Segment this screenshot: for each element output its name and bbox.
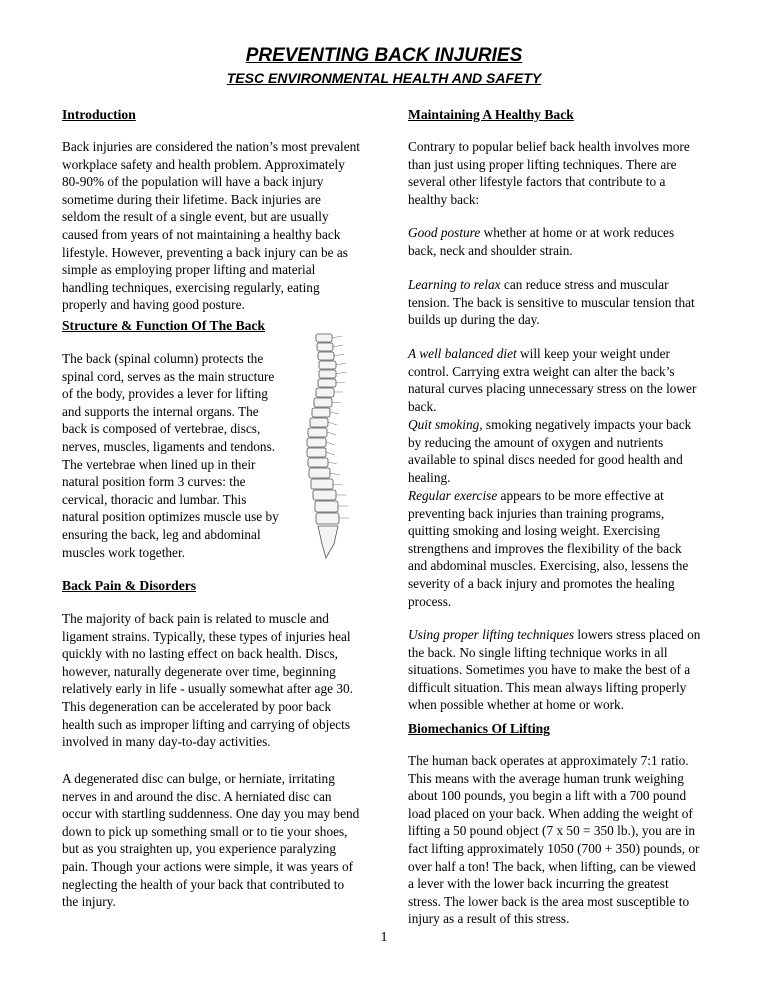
tip-term: Using proper lifting techniques: [408, 627, 575, 642]
healthy-back-intro: Contrary to popular belief back health involves more than just using proper lifting techniques. There are several other lifestyle factors that contribute to a healthy back:: [408, 139, 690, 207]
back-pain-text-2: A degenerated disc can bulge, or herniate, irritating nerves in and around the disc. A herniated disc can occur with startling suddenness. One day you may bend down to pick up something small or to tie your shoes, but as you straighten up, you experience paralyzing pain. Though your actions were simple, it was years of neglecting the health of your back that contributed to the injury.: [62, 771, 360, 910]
tip-text: lowers stress placed on the back. No single lifting technique works in all situations. Sometimes you have to make the best of a difficult situation. This mean always lifting properly when possible whether at home or work.: [408, 627, 701, 713]
tip-learning-to-relax: [408, 276, 704, 329]
structure-text: The back (spinal column) protects the spinal cord, serves as the main structure of the body, provides a lever for lifting and supports the internal organs. The back is composed of vertebrae, discs, nerves, muscles, ligaments and tendons. The vertebrae when lined up in their natural position form 3 curves: the cervical, thoracic and lumbar. This natural position optimizes muscle use by ensuring the back, leg and abdominal muscles work together.: [62, 351, 279, 560]
tip-term: Quit smoking,: [408, 417, 483, 432]
tip-term: A well balanced diet: [408, 346, 517, 361]
biomechanics-heading: Biomechanics Of Lifting: [408, 721, 550, 736]
introduction-heading: Introduction: [62, 107, 136, 122]
tip-term: Learning to relax: [408, 277, 501, 292]
page-subtitle: TESC ENVIRONMENTAL HEALTH AND SAFETY: [226, 70, 542, 86]
tip-text: whether at home or at work reduces back, neck and shoulder strain.: [408, 225, 675, 258]
tip-text: appears to be more effective at preventing back injuries than training programs, quitting smoking and losing weight. Exercising strengthens and improves the flexibility of the back and abdominal muscles. Exercising, also, lessens the severity of a back injury and promotes the healing process.: [408, 488, 689, 609]
back-pain-text-1: The majority of back pain is related to muscle and ligament strains. Typically, these types of injuries heal quickly with no lasting effect on back health. Discs, however, naturally degenerate over time, beginning relatively early in life - usually somewhat after age 30. This degeneration can be accelerated by poor back health such as improper lifting and carrying of objects involved in many day-to-day activities.: [62, 611, 353, 750]
healthy-back-heading: Maintaining A Healthy Back: [408, 107, 574, 122]
tip-term: Good posture: [408, 225, 481, 240]
biomechanics-text: The human back operates at approximately 7:1 ratio. This means with the average human trunk weighing about 100 pounds, you begin a lift with a 700 pound load placed on your back. When adding the weight of lifting a 50 pound object (7 x 50 = 350 lb.), you are in fact lifting approximately 1050 (700 + 350) pounds, or over half a ton! The back, when lifting, can be viewed a lever with the lower back incurring the greatest stress. The lower back is the area most susceptible to injury as a result of this stress.: [408, 753, 700, 927]
tip-quit-smoking: [408, 416, 704, 486]
introduction-text: Back injuries are considered the nation’s most prevalent workplace safety and health problem. Approximately 80-90% of the population will have a back injury sometime during their lifetime. Back injuries are seldom the result of a single event, but are usually caused from years of not maintaining a healthy back lifestyle. However, preventing a back injury can be as simple as employing proper lifting and material handling techniques, exercising regularly, eating properly and having good posture.: [62, 139, 360, 313]
tip-text: smoking negatively impacts your back by reducing the amount of oxygen and nutrients available to spinal discs needed for good health and healing.: [408, 417, 692, 485]
tip-balanced-diet: [408, 345, 704, 415]
spine-illustration: [292, 330, 364, 568]
page-number: 1: [380, 930, 388, 945]
tip-text: will keep your weight under control. Carrying extra weight can alter the back’s natural curves placing unnecessary stress on the lower back.: [408, 346, 697, 414]
tip-term: Regular exercise: [408, 488, 498, 503]
back-pain-heading: Back Pain & Disorders: [62, 578, 197, 593]
tip-good-posture: [408, 224, 704, 259]
structure-heading: Structure & Function Of The Back: [62, 318, 266, 333]
tip-lifting-techniques: [408, 626, 704, 714]
page-title: PREVENTING BACK INJURIES: [245, 45, 523, 66]
tip-regular-exercise: [408, 487, 704, 610]
tip-text: can reduce stress and muscular tension. The back is sensitive to muscular tension that builds up during the day.: [408, 277, 695, 328]
